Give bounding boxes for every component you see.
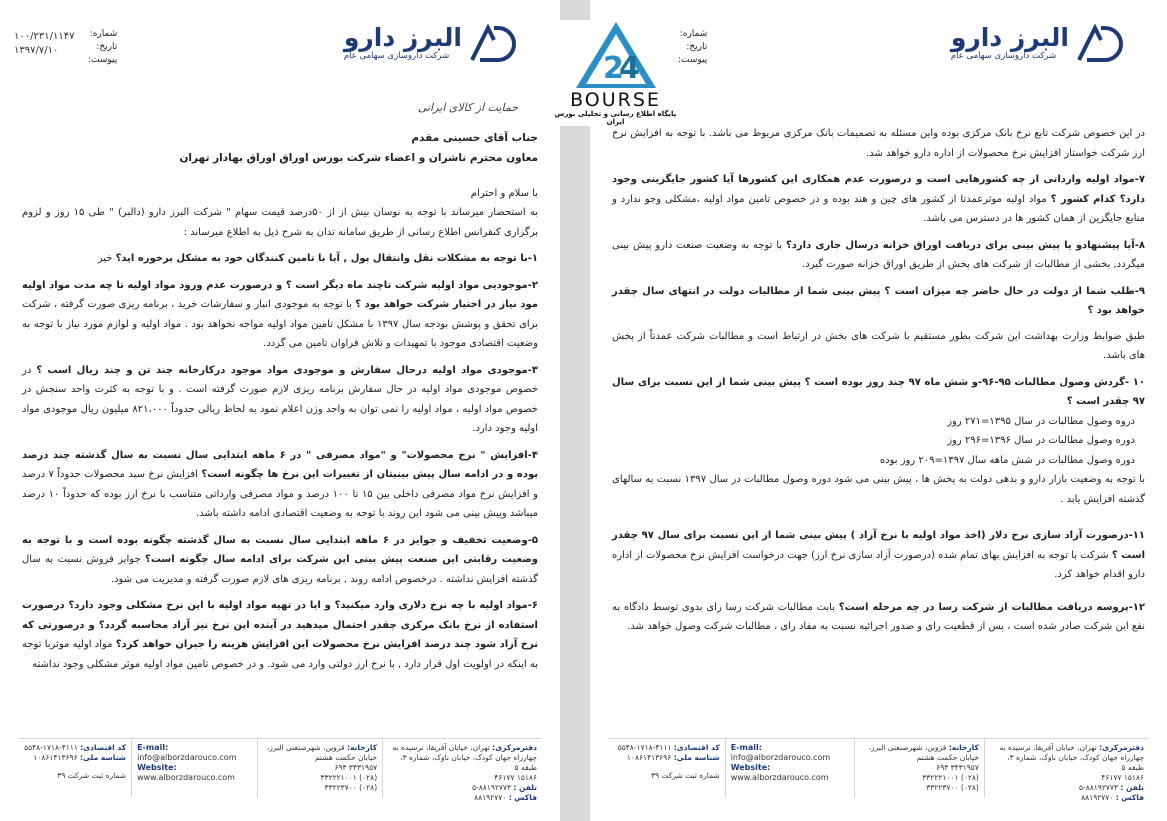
letter-date: ۱۳۹۷/۷/۱۰ [14, 45, 59, 56]
attachment-label: پیوست: [678, 55, 708, 65]
qa-item-11 [612, 526, 1145, 585]
tel-label: تلفن : [1120, 783, 1144, 792]
hq-address: تهران، خیابان آفریقا، نرسیده به چهارراه جهان کودک، خیابان ناوک، شماره ۳، طبقه ۵ [999, 743, 1144, 772]
postal-code: ۱۵۱۸۶ ۴۶۱۷۷ [494, 773, 537, 782]
factory-label: کارخانه: [948, 743, 979, 752]
answer-text: خیر [97, 253, 113, 264]
svg-text:2: 2 [602, 51, 624, 86]
date-label: تاریخ: [96, 42, 118, 52]
national-id: ۱۰۸۶۱۴۱۳۶۹۶ [33, 753, 78, 762]
question-text: ۲-موجودیی مواد اولیه شرکت تاچند ماه دیگر است ؟ و درصورت عدم ورود مواد اولیه تا چه مدت مواد اولیه مود نیاز در اختیار شرکت خواهد بود ؟ [22, 279, 538, 310]
answer-text: افزایش نرخ سبد محصولات حدوداً ۷ درصد و افزایش نرخ مواد مصرفی داخلی بین ۱۵ تا ۱۰۰ درصد و مواد مصرفی وارداتی متناسب با نرخ ارز بوده که حدوداً ۱۰ درصد میباشد وپیش بینی می شود این روند با توجه به وضعیت اقتصادی ادامه داشته باشد. [22, 469, 539, 519]
company-logo [951, 22, 1127, 64]
bourse-title: BOURSE [570, 89, 661, 111]
eco-code: ۴۱۱۱-۱۷۱۸-۵۵۴۸ [24, 743, 78, 752]
registration-number: ۳۹ [650, 771, 659, 780]
eco-code: ۴۱۱۱-۱۷۱۸-۵۵۴۸ [617, 743, 672, 752]
company-name: البرز دارو [343, 22, 462, 52]
company-type: شرکت داروسازی سهامی عام [950, 50, 1057, 61]
bourse24-watermark [553, 20, 678, 126]
website-label: Website: [137, 763, 177, 772]
qa-item-8 [612, 236, 1145, 275]
question-text: ۴-افزایش " نرخ محصولات" و "مواد مصرفی " در ۶ ماهه ابتدایی سال نسبت به سال گذشته چند درصد بوده و در ادامه سال پیش بینیتان از تغییرات این نرخ ها چگونه است؟ [22, 449, 538, 480]
bourse24-logo-icon [574, 20, 658, 90]
answer-text: شرکت با توجه به افزایش بهای تمام شده (درصورت آزاد سازی نرخ ارز) جهت درخواست افزایش نرخ محصولات از اداره دارو اقدام خواهد کرد. [612, 549, 1145, 580]
question-text: ۵-وضعیت تخفیف و جوایز در ۶ ماهه ابتدایی سال نسبت به سال گذشته چگونه بوده است و با توجه به وضعیت رقابتی این صنعت پیش بینی این شرکت برای ادامه سال چگونه است؟ [22, 534, 538, 565]
letter-footer [608, 738, 1149, 802]
hq-label: دفترمرکزی: [492, 743, 537, 752]
question-text: ۱۲-پروسه دریافت مطالبات از شرکت رسا در چه مرحله است؟ [838, 601, 1146, 613]
question-text: ۱۱-درصورت آزاد سازی نرخ دلار (اخذ مواد اولیه با نرخ آزاد ) پیش بینی شما از این نسبت برای سال ۹۷ چقدر است ؟ [612, 530, 1145, 561]
question-text: ۷-مواد اولیه وارداتی از چه کشورهایی است و درصورت عدم همکاری این کشورها آیا کشور جایگزینی وجود دارد؟ کدام کشور ؟ [612, 174, 1145, 205]
eco-code-label: کد اقتصادی: [673, 743, 720, 752]
qa-item-7 [612, 170, 1145, 229]
fax-number: ۸۸۱۹۲۷۷۰ [474, 793, 507, 802]
email-link[interactable]: info@alborzdarouco.com [137, 753, 237, 762]
company-type: شرکت داروسازی سهامی عام [343, 50, 450, 61]
date-label: تاریخ: [686, 42, 708, 52]
factory-label: کارخانه: [347, 743, 378, 752]
letter-page-1 [0, 0, 560, 821]
factory-fax: (۰۲۸) ۳۳۲۲۳۷۰۰ [324, 783, 378, 792]
question-text: ۸-آیا پیشنهادو یا پیش بینی برای دریافت اوراق خزانه درسال جاری دارد؟ [785, 239, 1145, 251]
hq-address: تهران، خیابان آفریقا، نرسیده به چهارراه جهان کودک، خیابان ناوک، شماره ۳، طبقه ۵ [392, 743, 537, 772]
svg-text:4: 4 [618, 51, 640, 86]
question-text: ۹-طلب شما از دولت در حال حاضر چه میزان است ؟ پیش بینی شما از مطالبات دولت در انتهای سال چقدر خواهد بود ؟ [612, 285, 1145, 316]
number-label: شماره: [89, 29, 118, 39]
question-text: ۳-موجودی مواد اولیه درحال سفارش و موجودی مواد موجود درکارخانه چند تن و چند ریال اسب ؟ [36, 364, 538, 376]
answer-text: در خصوص موجودی مواد اولیه در حال سفارش برنامه ریزی لازم صورت گرفته است . و با توجه به کثرت واحد سنجش در خصوص مواد اولیه ، مواد اولیه را نمی توان به واحد وزن اعلام نمود به لحاظ ریالی حدوداً ۸۲۱،۰۰۰ میلیون ریال موجودی مواد اولیه وجود دارد. [22, 364, 538, 434]
website-link[interactable]: www.alborzdarouco.com [730, 773, 829, 782]
letter-meta-labels [678, 28, 707, 67]
question-text: ۶-مواد اولیه با چه نرخ دلاری وارد میکنید؟ و ایا در تهیه مواد اولیه با این نرخ مشکلی وجود دارد؟ درصورت استفاده از نرخ بانک مرکزی چقدر احتمال میدهید در آینده این نرخ نیز آزاد محاسبه گردد؟ و درصورتی که نرخ آزاد شود چند درصد افزایش نرخ محصولات این افزایش هزینه را جبران خواهد کرد؟ [22, 600, 538, 650]
email-link[interactable]: info@alborzdarouco.com [730, 753, 831, 762]
factory-postal: ۳۴۳۱۹۵۷ ۶۹۳ [334, 763, 378, 772]
tel-number: ۸۸۱۹۲۷۷۳-۵ [1078, 783, 1118, 792]
national-id-label: شناسه ملی: [673, 753, 720, 762]
letter-footer [18, 738, 542, 802]
email-label: E-mail: [730, 743, 762, 752]
collection-forecast: با توجه به وضعیت بازار دارو و بدهی دولت به پخش ها ، پیش بینی می شود دوره وصول مطالبات در سال ۱۳۹۷ نسبت به سالهای گذشته افزایش یابد . [612, 474, 1145, 505]
qa-item-2 [22, 276, 538, 354]
hq-label: دفترمرکزی: [1099, 743, 1144, 752]
greeting: با سلام و احترام [470, 187, 538, 199]
question-text: ۱-با توجه به مشکلات نقل وانتقال پول , آیا با تامین کنندگان خود به مشکل برخوره اید؟ [115, 253, 538, 264]
website-link[interactable]: www.alborzdarouco.com [137, 773, 235, 782]
letter-body [22, 98, 538, 681]
company-logo [344, 22, 520, 64]
letter-body [612, 124, 1145, 644]
company-name: البرز دارو [950, 22, 1069, 52]
factory-tel: (۰۲۸) ۳۳۲۲۲۱۰۰۱ [320, 773, 378, 782]
qa-item-12 [612, 598, 1145, 637]
collection-1395: دروه وصول مطالبات در سال ۱۳۹۵=۲۷۱ روز [947, 415, 1135, 427]
intro-paragraph: به استحضار میرساند با توجه به نوسان بیش از از ۵۰درصد قیمت سهام " شرکت البرز دارو (دالبر) " طی ۱۵ روز و لزوم برگزاری کنفرانس اطلاع رسانی از طریق سامانه تدان به شرح ذیل به اطلاع میرساند : [22, 207, 538, 238]
qa-item-6 [22, 596, 538, 674]
bourse-subtitle: پایگاه اطلاع رسانی و تحلیلی بورس ایران [554, 110, 677, 126]
qa-item-4 [22, 446, 538, 524]
answer-text: مواد اولیه موثرعمدتا از کشور های چین و هند بوده و در خصوص تامین مواد اولیه ،مشکلی وجو ندارد و منابع جایگزین از همان کشور ها در دسترس می باشد. [612, 193, 1145, 224]
national-id-label: شناسه ملی: [79, 753, 127, 762]
registration-label: شماره ثبت شرکت [67, 771, 127, 780]
website-label: Website: [730, 763, 771, 772]
registration-number: ۳۹ [57, 771, 66, 780]
registration-label: شماره ثبت شرکت [661, 771, 720, 780]
answer-text: بابت مطالبات شرکت رسا رای بدوی توسط دادگاه به نفع این شرکت صادر شده است ، پس از قطعیت رای و صدور اجرائیه نسبت به مفاد رای ، مطالبات شرکت وصول خواهد شد. [612, 601, 1145, 632]
eco-code-label: کد اقتصادی: [80, 743, 127, 752]
postal-code: ۱۵۱۸۶ ۴۶۱۷۷ [1101, 773, 1144, 782]
factory-postal: ۳۴۳۱۹۵۷ ۶۹۳ [936, 763, 979, 772]
factory-address: قزوین، شهرصنعتی البرز، خیابان حکمت هشتم [868, 743, 979, 762]
alborz-logo-icon [468, 22, 520, 64]
collection-1397: دوره وصول مطالبات در شش ماهه سال ۱۳۹۷=۲۰۹ روز بوده [879, 454, 1135, 466]
fax-label: فاکس : [1115, 793, 1144, 802]
collection-1396: دوره وصول مطالبات در سال ۱۳۹۶=۲۹۶ روز [947, 435, 1135, 446]
answer-text: طبق ضوابط وزارت بهداشت این شرکت بطور مستقیم با شرکت های بخش در ارتباط است و مطالبات شرکت عمدتاً از پخش های باشد. [612, 330, 1145, 361]
answer-text: مواد اولیه موثربا توجه به اینکه در اولویت اول قرار دارد , با نرخ ارز دولتی وارد می شود. و در خصوص تامین مواد اولیه موثر مشکلی وجود نداشته [22, 639, 538, 670]
answer-text: با توجه به موجودی انبار و سفارشات خرید ، برنامه ریزی صورت گرفته ، شرکت برای تحقق و پوشش بودجه سال ۱۳۹۷ با مشکل تامین مواد اولیه مواجه نخواهد بود . مواد اولیه و لوازم مورد نیاز با توجه به وضعیت اقتصادی موجود با تمهیدات و تلاش فراوان تامین می گردد. [22, 299, 538, 349]
qa-item-10 [612, 373, 1145, 510]
qa-item-1 [22, 249, 538, 269]
addressee-title: معاون محترم ناشران و اعضاء شرکت بورس اوراق اوراق بهادار تهران [179, 151, 538, 164]
number-label: شماره: [679, 29, 708, 39]
alborz-logo-icon [1075, 22, 1127, 64]
qa-item-3 [22, 361, 538, 439]
letter-header [0, 0, 560, 92]
qa-item-5 [22, 531, 538, 590]
factory-tel: (۰۲۸) ۳۳۲۲۲۱۰۰۱ [922, 773, 979, 782]
attachment-label: پیوست: [88, 55, 118, 65]
email-label: E-mail: [137, 743, 169, 752]
slogan-handwritten: حمایت از کالای ایرانی [417, 101, 518, 114]
continuation-paragraph: در این خصوص شرکت تابع نرخ بانک مرکزی بوده واین مسئله به تصمیمات بانک مرکزی مربوط می باشد. با توجه به افزایش نرخ ارز شرکت خواستار افزایش نرخ محصولات از اداره دارو خواهد شد. [612, 128, 1145, 159]
fax-label: فاکس : [508, 793, 537, 802]
qa-item-9 [612, 282, 1145, 366]
addressee: جناب آقای حسینی مقدم [411, 131, 538, 144]
fax-number: ۸۸۱۹۲۷۷۰ [1081, 793, 1114, 802]
national-id: ۱۰۸۶۱۴۱۳۶۹۶ [626, 753, 672, 762]
factory-fax: (۰۲۸) ۳۳۲۲۳۷۰۰ [926, 783, 979, 792]
letter-meta-labels [88, 28, 117, 67]
tel-number: ۸۸۱۹۲۷۷۳-۵ [471, 783, 511, 792]
tel-label: تلفن : [513, 783, 537, 792]
factory-address: قزوین، شهرصنعتی البرز، خیابان حکمت هشتم [266, 743, 378, 762]
answer-text: با توجه به وضعیت صنعت دارو پیش بینی میگردد, بخشی از مطالبات از شرکت های پخش از طریق اوراق خزانه صورت گیرد. [612, 239, 1145, 270]
question-text: ۱۰ -گردش وصول مطالبات ۹۵-۹۶-و شش ماه ۹۷ چند روز بوده است ؟ پیش بینی شما از این نسبت برای سال ۹۷ چقدر است ؟ [612, 376, 1145, 407]
answer-text: جوایز فروش نسبت به سال گذشته افزایش نداشته . درخصوص ادامه روند , برنامه ریزی های لازم صورت گرفته و مدیریت می شود. [22, 554, 538, 585]
letter-number: ۱۰۰/۲۳۱/۱۱۴۷ [14, 31, 75, 42]
letter-meta-values [14, 30, 74, 58]
